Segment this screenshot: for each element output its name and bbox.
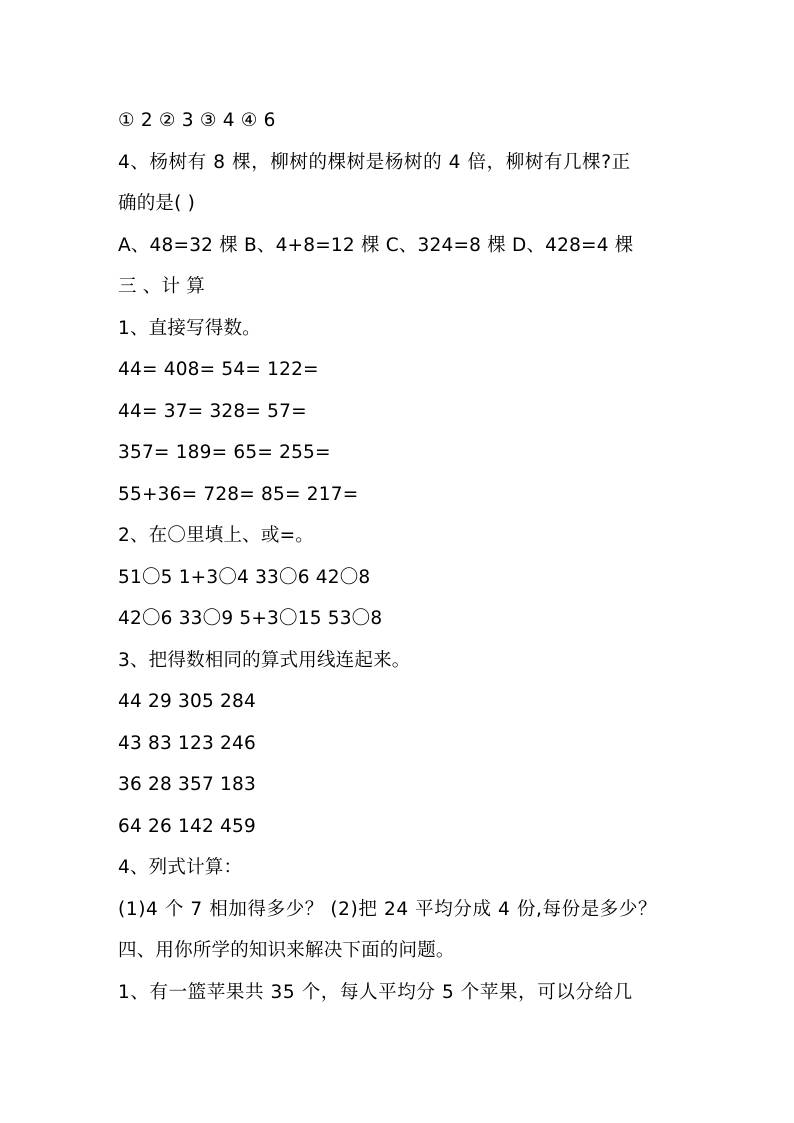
compare-row-2: 42〇6 33〇9 5+3〇15 53〇8 [118,608,383,629]
part-4-questions: (1)4 个 7 相加得多少？ (2)把 24 平均分成 4 份,每份是多少？ [118,898,658,920]
section-4-heading: 四、用你所学的知识来解决下面的问题。 [118,940,455,961]
answer-options-line: ① 2 ② 3 ③ 4 ④ 6 [118,110,276,131]
match-row-1: 44 29 305 284 [118,691,256,712]
document-page [118,100,688,1013]
part-2-heading: 2、在〇里填上、或=。 [118,525,314,546]
section-3-heading: 三 、计 算 [118,276,205,297]
match-row-3: 36 28 357 183 [118,774,256,795]
part-3-heading: 3、把得数相同的算式用线连起来。 [118,649,411,671]
calc-row-1: 44= 408= 54= 122= [118,359,319,380]
problem-1-text: 1、有一篮苹果共 35 个，每人平均分 5 个苹果，可以分给几 [118,981,633,1003]
calc-row-2: 44= 37= 328= 57= [118,400,307,422]
match-row-2: 43 83 123 246 [118,732,256,754]
question-4-text: 4、杨树有 8 棵，柳树的棵树是杨树的 4 倍，柳树有几棵?正 [118,151,631,173]
compare-row-1: 51〇5 1+3〇4 33〇6 42〇8 [118,566,371,588]
calc-row-4: 55+36= 728= 85= 217= [118,483,359,505]
part-1-heading: 1、直接写得数。 [118,317,261,339]
question-4-text-continued: 确的是( ) [118,193,196,214]
calc-row-3: 357= 189= 65= 255= [118,442,331,463]
part-4-heading: 4、列式计算： [118,857,243,878]
match-row-4: 64 26 142 459 [118,815,256,837]
question-4-options: A、48=32 棵 B、4+8=12 棵 C、324=8 棵 D、428=4 棵 [118,234,634,256]
